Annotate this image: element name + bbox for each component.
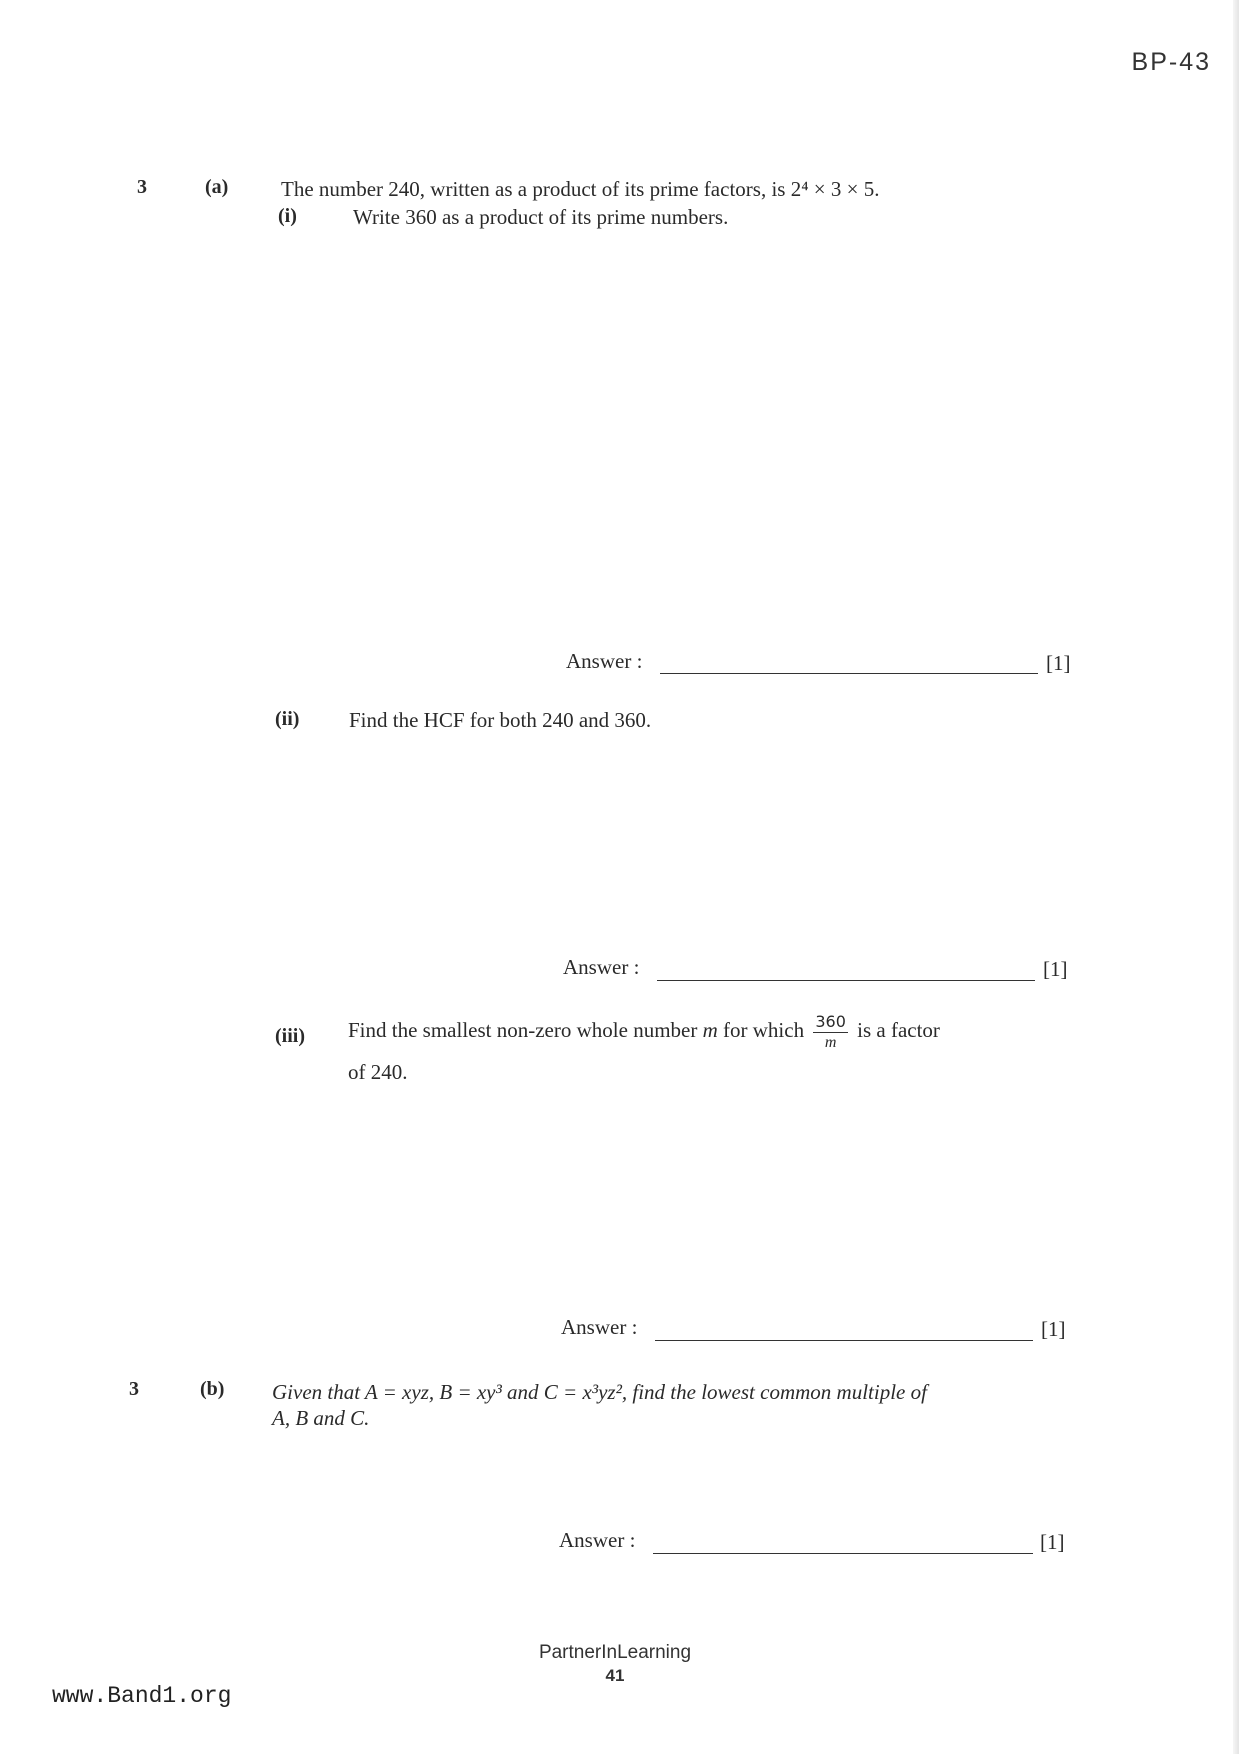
scan-edge-shadow: [1233, 0, 1239, 1754]
fraction-numerator: 360: [815, 1011, 846, 1031]
subpart-i-text: Write 360 as a product of its prime numbers.: [353, 205, 729, 229]
question-3b-line2: A, B and C.: [272, 1406, 370, 1430]
subpart-iii-text-before: Find the smallest non-zero whole number: [348, 1018, 698, 1042]
subpart-iii-text-mid: for which: [723, 1018, 805, 1042]
question-3a-stem: The number 240, written as a product of its prime factors, is 2⁴ × 3 × 5.: [281, 177, 880, 201]
question-number-3b: 3: [129, 1378, 139, 1400]
subpart-ii-text: Find the HCF for both 240 and 360.: [349, 708, 652, 732]
website-watermark: www.Band1.org: [52, 1683, 232, 1709]
question-number-3a: 3: [137, 176, 147, 198]
subpart-iii-text: [348, 1010, 940, 1051]
answer-line-b[interactable]: [653, 1553, 1033, 1554]
marks-iii: [1]: [1041, 1317, 1066, 1341]
marks-ii: [1]: [1043, 957, 1068, 981]
subpart-label-ii: (ii): [275, 708, 300, 730]
answer-label-b: Answer :: [559, 1528, 636, 1552]
answer-line-ii[interactable]: [657, 980, 1035, 981]
answer-line-iii[interactable]: [655, 1340, 1033, 1341]
subpart-label-iii: (iii): [275, 1025, 305, 1047]
part-label-b: (b): [200, 1378, 225, 1400]
marks-i: [1]: [1046, 651, 1071, 675]
answer-line-i[interactable]: [660, 673, 1038, 674]
footer-brand: PartnerInLearning: [538, 1642, 692, 1663]
answer-label-i: Answer :: [566, 649, 643, 673]
answer-label-iii: Answer :: [561, 1315, 638, 1339]
page-number: 41: [605, 1666, 625, 1685]
marks-b: [1]: [1040, 1530, 1065, 1554]
answer-label-ii: Answer :: [563, 955, 640, 979]
fraction-360-over-m: [813, 1011, 848, 1051]
variable-m: m: [702, 1018, 718, 1042]
question-3b-line1: Given that A = xyz, B = xy³ and C = x³yz², find the lowest common multiple of: [272, 1380, 927, 1404]
page-code: BP-43: [1131, 48, 1211, 76]
part-label-a: (a): [205, 176, 229, 198]
fraction-denominator: m: [824, 1033, 837, 1051]
subpart-iii-text-line2: of 240.: [348, 1060, 408, 1084]
subpart-label-i: (i): [278, 205, 297, 227]
subpart-iii-text-after: is a factor: [857, 1018, 940, 1042]
